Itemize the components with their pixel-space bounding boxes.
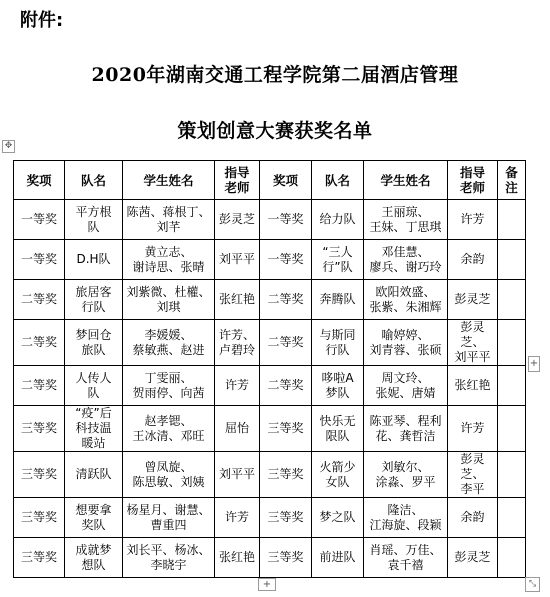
table-cell: 彭灵芝、 李平: [448, 452, 498, 498]
table-cell: 二等奖: [260, 320, 312, 366]
table-cell: 三等奖: [14, 406, 65, 452]
table-cell: 张红艳: [215, 538, 260, 578]
column-header: 指导 老师: [215, 161, 260, 200]
table-cell: 二等奖: [260, 280, 312, 320]
table-cell: 清跃队: [65, 452, 123, 498]
table-cell: 王丽琼、 王妹、丁思琪: [364, 200, 448, 240]
add-row-icon[interactable]: +: [258, 578, 276, 591]
column-header: 队名: [312, 161, 364, 200]
table-resize-icon[interactable]: ⤡: [525, 577, 540, 592]
table-cell: 陈亚琴、程利 花、龚哲洁: [364, 406, 448, 452]
table-cell: “三人 行”队: [312, 240, 364, 280]
table-cell: 哆啦A 梦队: [312, 366, 364, 406]
table-cell: [498, 538, 526, 578]
table-cell: 旅居客 行队: [65, 280, 123, 320]
table-cell: 彭灵芝: [215, 200, 260, 240]
table-cell: 一等奖: [260, 200, 312, 240]
table-cell: 彭灵芝: [448, 538, 498, 578]
table-cell: 一等奖: [14, 240, 65, 280]
table-cell: 成就梦 想队: [65, 538, 123, 578]
table-cell: 刘紫微、杜權、 刘琪: [123, 280, 215, 320]
table-cell: 许芳: [448, 200, 498, 240]
column-header: 奖项: [260, 161, 312, 200]
table-cell: 屈怡: [215, 406, 260, 452]
table-row: [14, 366, 526, 406]
table-cell: 前进队: [312, 538, 364, 578]
table-cell: 彭灵芝、 刘平平: [448, 320, 498, 366]
table-cell: 一等奖: [260, 240, 312, 280]
table-row: [14, 320, 526, 366]
table-cell: 三等奖: [260, 406, 312, 452]
table-cell: 三等奖: [260, 498, 312, 538]
table-cell: 许芳: [215, 366, 260, 406]
table-cell: 余韵: [448, 498, 498, 538]
table-cell: 刘平平: [215, 452, 260, 498]
table-cell: 刘敏尔、 涂淼、罗平: [364, 452, 448, 498]
table-header-row: [14, 161, 526, 200]
column-header: 备 注: [498, 161, 526, 200]
table-cell: 张红艳: [448, 366, 498, 406]
table-cell: 张红艳: [215, 280, 260, 320]
table-cell: 曾凤旋、 陈思敏、刘姨: [123, 452, 215, 498]
table-cell: [498, 240, 526, 280]
table-row: [14, 200, 526, 240]
document-title-line-1: 2020年湖南交通工程学院第二届酒店管理: [91, 64, 459, 86]
add-column-icon[interactable]: +: [528, 356, 540, 372]
table-cell: 平方根 队: [65, 200, 123, 240]
table-cell: 梦回仓 旅队: [65, 320, 123, 366]
award-list-table: [13, 160, 526, 578]
table-row: [14, 280, 526, 320]
table-cell: 三等奖: [260, 452, 312, 498]
table-cell: 陈茜、蒋根丁、 刘芊: [123, 200, 215, 240]
table-cell: [498, 452, 526, 498]
table-cell: 喻婷婷、 刘青蓉、张硕: [364, 320, 448, 366]
column-header: 指导 老师: [448, 161, 498, 200]
table-cell: 刘平平: [215, 240, 260, 280]
column-header: 奖项: [14, 161, 65, 200]
table-cell: 肖瑶、万佳、 袁千禧: [364, 538, 448, 578]
table-cell: 三等奖: [14, 452, 65, 498]
table-cell: 奔腾队: [312, 280, 364, 320]
table-cell: 梦之队: [312, 498, 364, 538]
column-header: 队名: [65, 161, 123, 200]
table-move-handle-icon[interactable]: ✥: [2, 140, 15, 153]
table-cell: 许芳: [448, 406, 498, 452]
table-cell: 与斯同 行队: [312, 320, 364, 366]
table-cell: 余韵: [448, 240, 498, 280]
table-cell: [498, 280, 526, 320]
column-header: 学生姓名: [123, 161, 215, 200]
table-cell: 邓佳慧、 廖兵、谢巧玲: [364, 240, 448, 280]
table-cell: [498, 366, 526, 406]
table-row: [14, 538, 526, 578]
table-cell: 隆洁、 江海旋、段颖: [364, 498, 448, 538]
table-cell: 赵孝锶、 王冰清、邓旺: [123, 406, 215, 452]
table-cell: 给力队: [312, 200, 364, 240]
table-cell: 二等奖: [14, 366, 65, 406]
table-cell: [498, 406, 526, 452]
table-cell: 丁雯丽、 贺雨停、向茜: [123, 366, 215, 406]
table-cell: 李媛媛、 蔡敏燕、赵进: [123, 320, 215, 366]
table-cell: 彭灵芝: [448, 280, 498, 320]
table-cell: 欧阳效盛、 张紫、朱湘辉: [364, 280, 448, 320]
column-header: 学生姓名: [364, 161, 448, 200]
table-cell: 周文玲、 张妮、唐婧: [364, 366, 448, 406]
attachment-label: 附件:: [20, 10, 64, 31]
table-cell: 二等奖: [14, 320, 65, 366]
table-cell: 三等奖: [14, 538, 65, 578]
table-row: [14, 498, 526, 538]
table-cell: 一等奖: [14, 200, 65, 240]
table-cell: [498, 498, 526, 538]
table-cell: “疫”后 科技温 暖站: [65, 406, 123, 452]
table-cell: 许芳、 卢碧玲: [215, 320, 260, 366]
table-row: [14, 240, 526, 280]
table-cell: 二等奖: [14, 280, 65, 320]
table-cell: 快乐无 限队: [312, 406, 364, 452]
table-cell: 火箭少 女队: [312, 452, 364, 498]
table-cell: D.H队: [65, 240, 123, 280]
table-cell: 三等奖: [260, 538, 312, 578]
table-row: [14, 452, 526, 498]
table-cell: 刘长平、杨冰、 李晓宇: [123, 538, 215, 578]
document-title-line-2: 策划创意大赛获奖名单: [177, 120, 373, 142]
table-cell: 想要拿 奖队: [65, 498, 123, 538]
table-cell: [498, 200, 526, 240]
table-cell: 三等奖: [14, 498, 65, 538]
table-row: [14, 406, 526, 452]
table-cell: 人传人 队: [65, 366, 123, 406]
table-cell: 二等奖: [260, 366, 312, 406]
table-cell: 杨星月、谢慧、 曹重四: [123, 498, 215, 538]
table-cell: 许芳: [215, 498, 260, 538]
table-cell: 黄立志、 谢诗思、张晴: [123, 240, 215, 280]
table-cell: [498, 320, 526, 366]
